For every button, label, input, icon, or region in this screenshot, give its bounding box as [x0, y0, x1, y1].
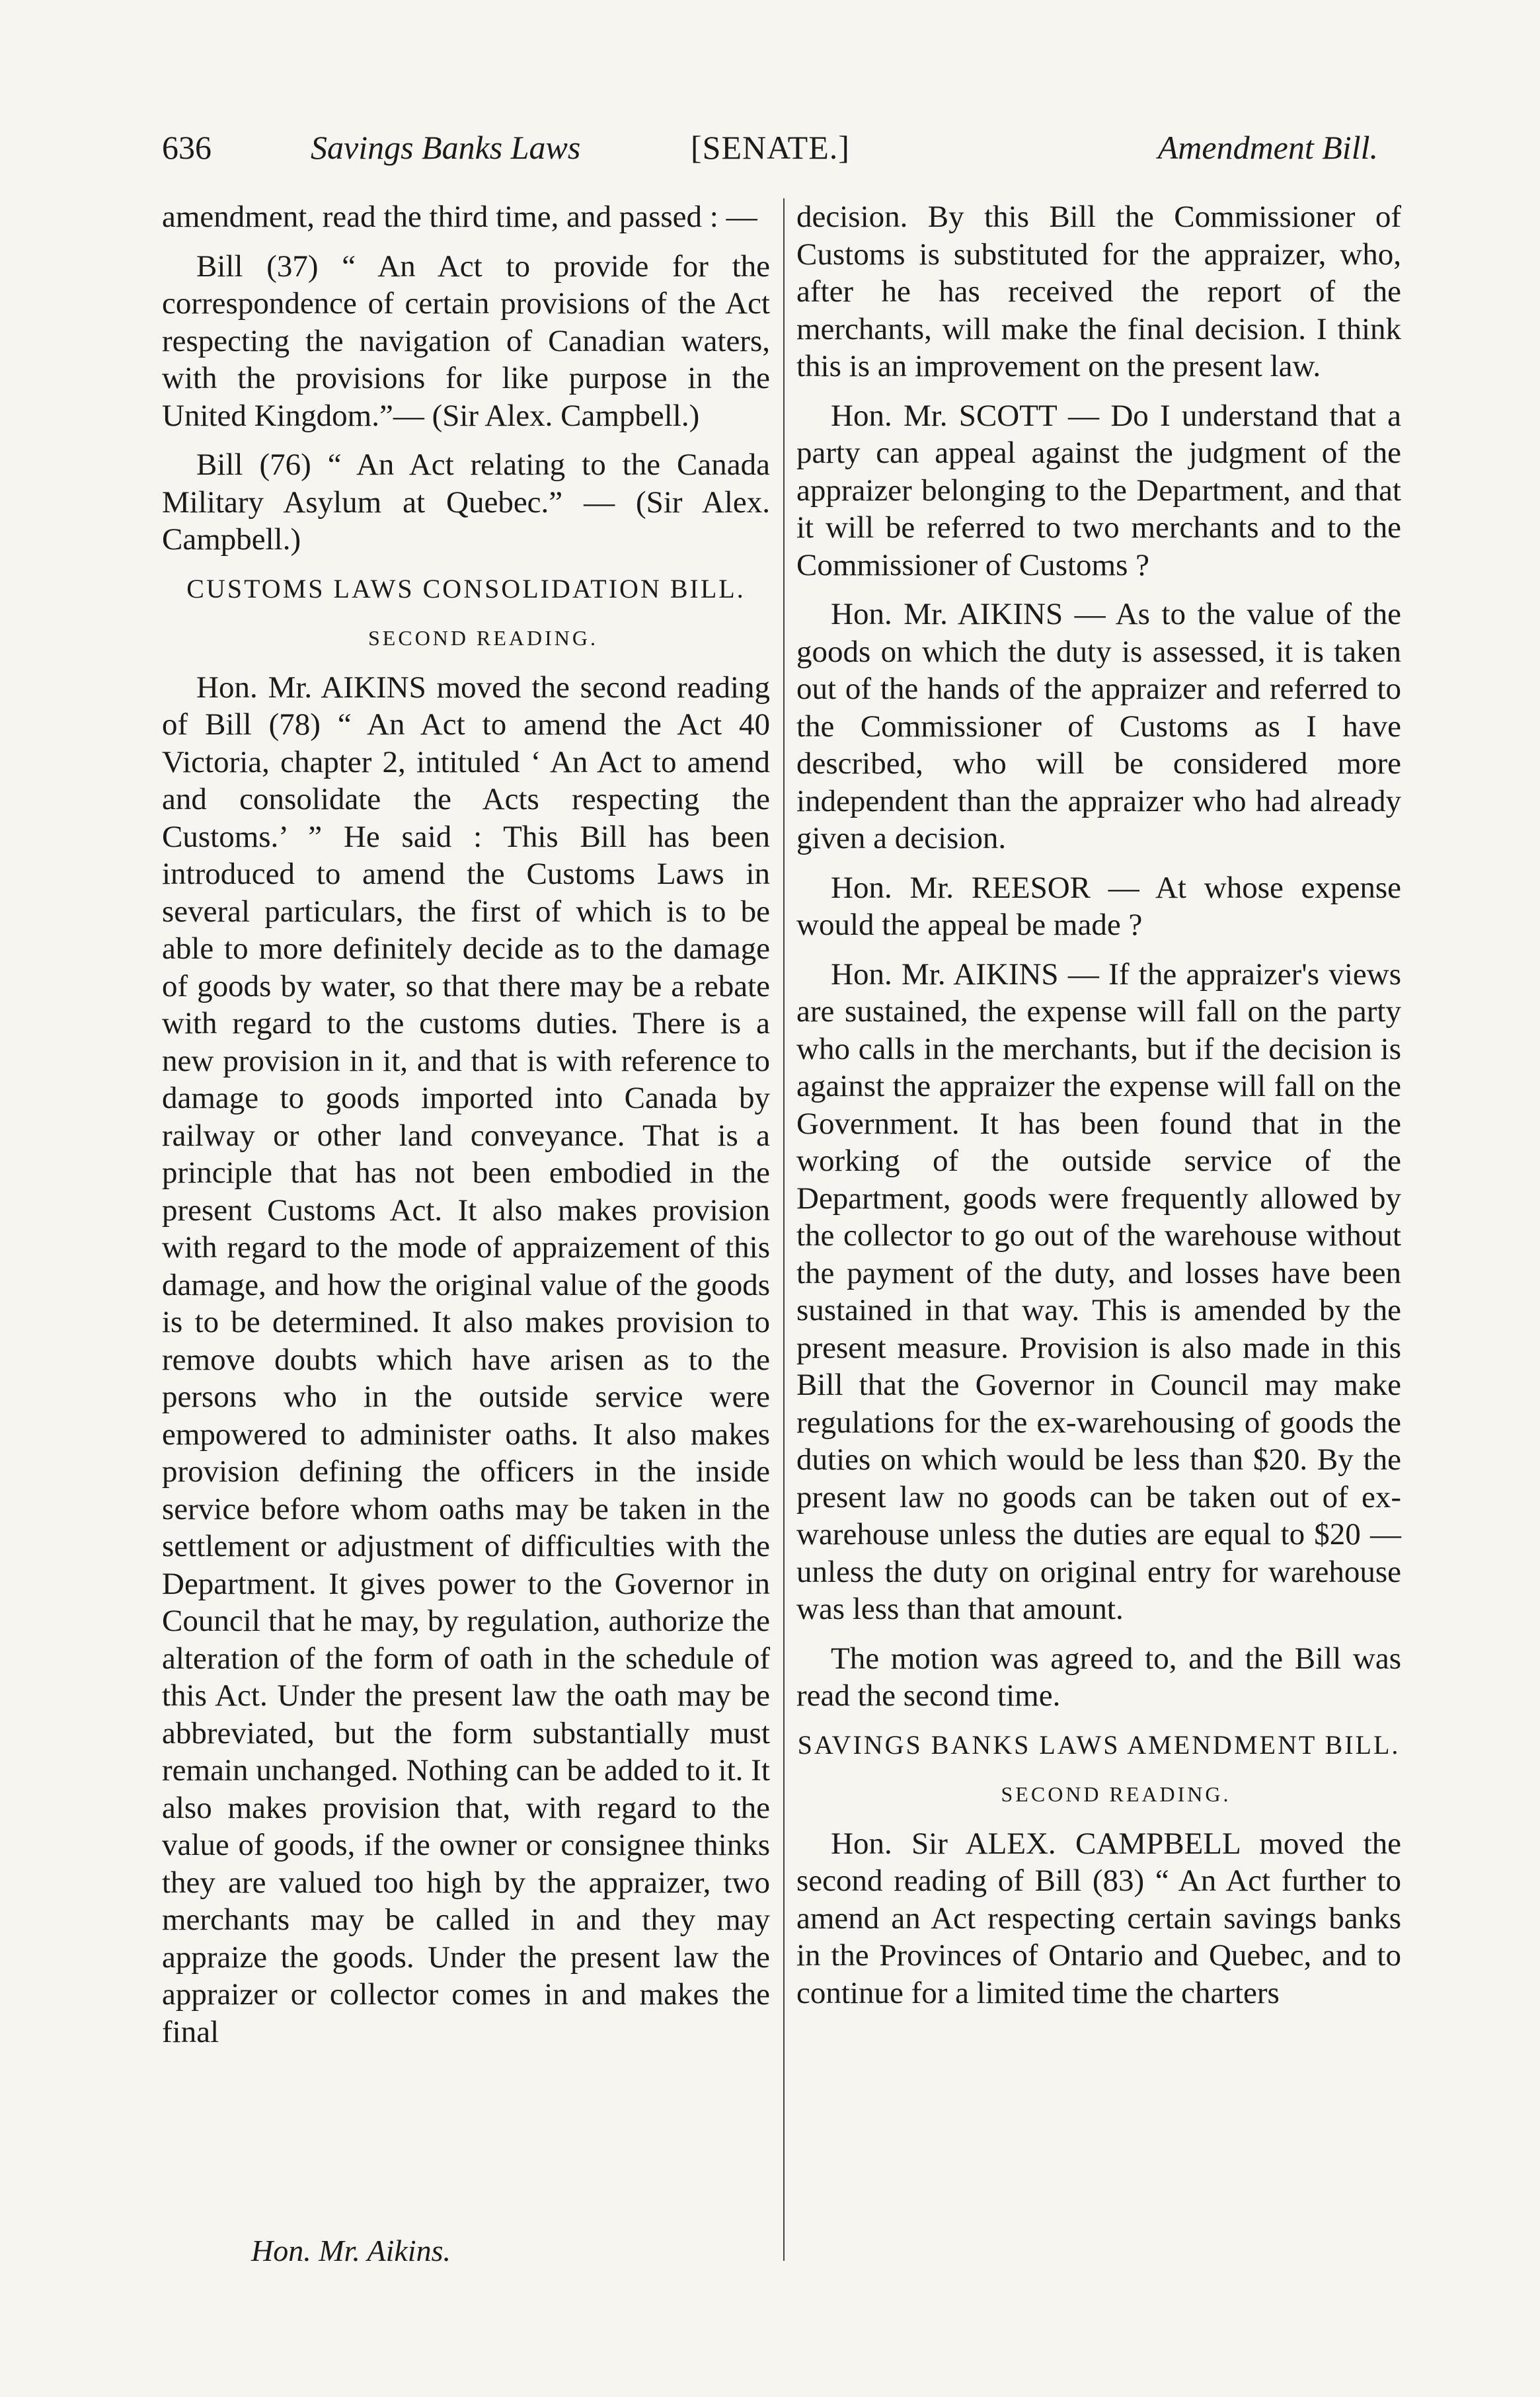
page-header: [162, 131, 1378, 184]
section-heading: SAVINGS BANKS LAWS AMENDMENT BILL.: [797, 1729, 1401, 1760]
chamber-label: [SENATE.]: [691, 129, 850, 166]
section-subheading: SECOND READING.: [1001, 1782, 1231, 1806]
paragraph: Hon. Mr. AIKINS — If the appraizer's views are sustained, the expense will fall on the party who calls in the merchants, but if the decision is against the appraizer the expense will fall on the Government. It has been found that in the working of the outside service of the Department, goods were frequently allowed by the collector to go out of the warehouse without the payment of the duty, and losses have been sustained in that way. This is amended by the present measure. Provision is also made in this Bill that the Governor in Council may make regulations for the ex-warehousing of goods the duties on which would be less than $20. By the present law no goods can be taken out of ex-warehouse unless the duties are equal to $20 — unless the duty on original entry for warehouse was less than that amount.: [796, 957, 1401, 1626]
paragraph: decision. By this Bill the Commissioner of Customs is substituted for the appraizer, who, after he has received the report of the merchants, will make the final decision. I think this is an improvement on the present law.: [796, 200, 1401, 383]
paragraph: Hon. Mr. AIKINS moved the second reading of Bill (78) “ An Act to amend the Act 40 Victoria, chapter 2, intituled ‘ An Act to amend and consolidate the Acts respecting the Customs.’ ” He said : This Bill has been introduced to amend the Customs Laws in several particulars, the first of which is to be able to more definitely decide as to the damage of goods by water, so that there may be a rebate with regard to the customs duties. There is a new provision in it, and that is with reference to damage to goods imported into Canada by railway or other land conveyance. That is a principle that has not been embodied in the present Customs Act. It also makes provision with regard to the mode of appraizement of this damage, and how the original value of the goods is to be determined. It also makes provision to remove doubts which have arisen as to the persons who in the outside service were empowered to administer oaths. It also makes provision defining the officers in the inside service before whom oaths may be taken in the settlement or adjustment of difficulties with the Department. It gives power to the Governor in Council that he may, by regulation, authorize the alteration of the form of oath in the schedule of this Act. Under the present law the oath may be abbreviated, but the form substantially must remain unchanged. Nothing can be added to it. It also makes provision that, with regard to the value of goods, if the owner or consignee thinks they are valued too high by the appraizer, two merchants may be called in and they may appraize the goods. Under the present law the appraizer or collector comes in and makes the final: [162, 670, 770, 2049]
paragraph: amendment, read the third time, and passed : —: [162, 200, 757, 234]
paragraph: The motion was agreed to, and the Bill was read the second time.: [796, 1641, 1401, 1713]
paragraph: Hon. Mr. AIKINS — As to the value of the goods on which the duty is assessed, it is taken out of the hands of the appraizer and referred to the Commissioner of Customs as I have described, who will be considered more independent than the appraizer who had already given a decision.: [796, 597, 1401, 855]
footer-speaker: Hon. Mr. Aikins.: [251, 2234, 451, 2267]
running-title-left: Savings Banks Laws: [311, 129, 581, 166]
page-number: 636: [162, 129, 212, 166]
paragraph: Bill (76) “ An Act relating to the Canada Military Asylum at Quebec.” — (Sir Alex. Campbell.): [162, 448, 770, 557]
running-title-right: Amendment Bill.: [1157, 129, 1378, 166]
section-subheading: SECOND READING.: [368, 626, 598, 650]
column-divider: [783, 198, 785, 2261]
paragraph: Bill (37) “ An Act to provide for the correspondence of certain provisions of the Act respecting the navigation of Canadian waters, with the provisions for like purpose in the United Kingdom.”— (Sir Alex. Campbell.): [162, 249, 770, 433]
paragraph: Hon. Mr. SCOTT — Do I understand that a party can appeal against the judgment of the appraizer belonging to the Department, and that it will be referred to two merchants and to the Commissioner of Customs ?: [796, 398, 1401, 582]
paragraph: Hon. Mr. REESOR — At whose expense would the appeal be made ?: [796, 870, 1401, 942]
right-column: [796, 198, 1401, 2024]
paragraph: Hon. Sir ALEX. CAMPBELL moved the second reading of Bill (83) “ An Act further to amend an Act respecting certain savings banks in the Provinces of Ontario and Quebec, and to continue for a limited time the charters: [796, 1826, 1401, 2010]
section-heading: CUSTOMS LAWS CONSOLIDATION BILL.: [186, 573, 746, 604]
left-column: [162, 198, 770, 2063]
